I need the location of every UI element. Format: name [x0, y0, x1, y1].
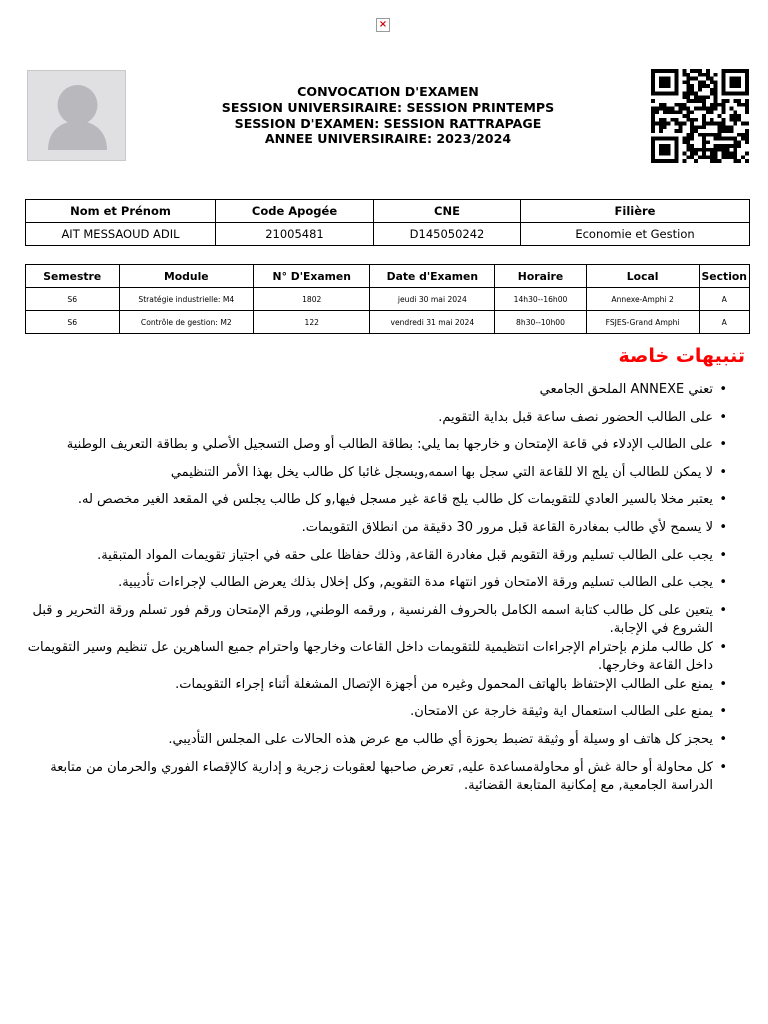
avatar-silhouette-icon [28, 71, 126, 161]
header-code-apogee: Code Apogée [216, 200, 374, 223]
list-item: • يمنع على الطالب استعمال اية وثيقة خارجة عن الامتحان. [25, 703, 733, 721]
header-title: CONVOCATION D'EXAMEN [297, 84, 479, 99]
header-name: Nom et Prénom [26, 200, 216, 223]
exam-local: FSJES-Grand Amphi [586, 311, 699, 334]
header-session-exam: SESSION D'EXAMEN: SESSION RATTRAPAGE [234, 115, 542, 131]
list-item: • يحجز كل هاتف او وسيلة أو وثيقة تضبط بحوزة أي طالب مع عرض هذه الحالات على المجلس التأديبي. [25, 731, 733, 749]
student-code-apogee: 21005481 [216, 223, 374, 246]
exam-horaire: 8h30--10h00 [495, 311, 586, 334]
exam-section: A [699, 311, 749, 334]
header-academic-year: ANNEE UNIVERSIRAIRE: 2023/2024 [264, 131, 512, 147]
header-exam-number: N° D'Examen [254, 265, 370, 288]
list-item: • يجب على الطالب تسليم ورقة الامتحان فور انتهاء مدة التقويم, وكل إخلال بذلك يعرض الطالب لإجراءات تأديبية. [25, 574, 733, 592]
exam-local: Annexe-Amphi 2 [586, 288, 699, 311]
student-cne: D145050242 [374, 223, 521, 246]
list-item: • يجب على الطالب تسليم ورقة التقويم قبل مغادرة القاعة, وذلك حفاظا على حقه في اجتياز تقويمات المواد المتبقية. [25, 547, 733, 565]
special-notes-list [25, 381, 733, 804]
exams-table [25, 264, 750, 334]
list-item: • لا يسمح لأي طالب بمغادرة القاعة قبل مرور 30 دقيقة من انطلاق التقويمات. [25, 519, 733, 537]
exam-module: Contrôle de gestion: M2 [119, 311, 254, 334]
student-table-header-row [26, 200, 750, 223]
list-item: • كل طالب ملزم بإحترام الإجراءات انتظيمية للتقويمات داخل القاعات وخارجها واحترام جميع الساهرين عل تنظيم وسير التقويمات داخل القاعة وخارجها. [25, 639, 733, 675]
exam-date: vendredi 31 mai 2024 [370, 311, 495, 334]
student-table-row [26, 223, 750, 246]
exam-semestre: S6 [26, 311, 120, 334]
header-local: Local [586, 265, 699, 288]
table-row [26, 311, 750, 334]
exam-semestre: S6 [26, 288, 120, 311]
list-item: • تعني ANNEXE الملحق الجامعي [25, 381, 733, 399]
student-photo-placeholder [27, 70, 126, 161]
list-item: • على الطالب الإدلاء في قاعة الإمتحان و خارجها بما يلي: بطاقة الطالب أو وصل التسجيل الأصلي و بطاقة التعريف الوطنية [25, 436, 733, 454]
exam-module: Stratégie industrielle: M4 [119, 288, 254, 311]
list-item: • يمنع على الطالب الإحتفاظ بالهاتف المحمول وغيره من أجهزة الإتصال المشغلة أثناء إجراء التقويمات. [25, 676, 733, 694]
header-session-university: SESSION UNIVERSIRAIRE: SESSION PRINTEMPS [221, 99, 555, 115]
exam-horaire: 14h30--16h00 [495, 288, 586, 311]
broken-image-icon: × [376, 18, 390, 32]
exam-date: jeudi 30 mai 2024 [370, 288, 495, 311]
list-item: • لا يمكن للطالب أن يلج الا للقاعة التي سجل بها اسمه,ويسجل غائبا كل طالب يخل بهذا الأمر التنظيمي [25, 464, 733, 482]
list-item: • يتعين على كل طالب كتابة اسمه الكامل بالحروف الفرنسية , ورقمه الوطني, ورقم الإمتحان ورقم فور تسلم ورقة التحرير و قبل الشروع في الإجابة. [25, 602, 733, 638]
exam-number: 1802 [254, 288, 370, 311]
header-exam-date: Date d'Examen [370, 265, 495, 288]
header-horaire: Horaire [495, 265, 586, 288]
table-row [26, 288, 750, 311]
exam-convocation-header [150, 84, 626, 147]
header-filiere: Filière [521, 200, 750, 223]
header-cne: CNE [374, 200, 521, 223]
exam-number: 122 [254, 311, 370, 334]
header-semestre: Semestre [26, 265, 120, 288]
student-name: AIT MESSAOUD ADIL [26, 223, 216, 246]
exams-table-header-row [26, 265, 750, 288]
list-item: • يعتبر مخلا بالسير العادي للتقويمات كل طالب يلج قاعة غير مسجل فيها,و كل طالب يجلس في المقعد الغير مخصص له. [25, 491, 733, 509]
exam-section: A [699, 288, 749, 311]
header-section: Section [699, 265, 749, 288]
special-notes-title: تنبيهات خاصة [618, 345, 745, 367]
qr-code-icon [651, 69, 749, 163]
header-module: Module [119, 265, 254, 288]
list-item: • على الطالب الحضور نصف ساعة قبل بداية التقويم. [25, 409, 733, 427]
student-info-table [25, 199, 750, 246]
student-filiere: Economie et Gestion [521, 223, 750, 246]
list-item: • كل محاولة أو حالة غش أو محاولةمساعدة عليه, تعرض صاحبها لعقوبات زجرية و إدارية كالإقصاء الفوري والحرمان من متابعة الدراسة الجامعية, مع إمكانية المتابعة القضائية. [25, 759, 733, 795]
